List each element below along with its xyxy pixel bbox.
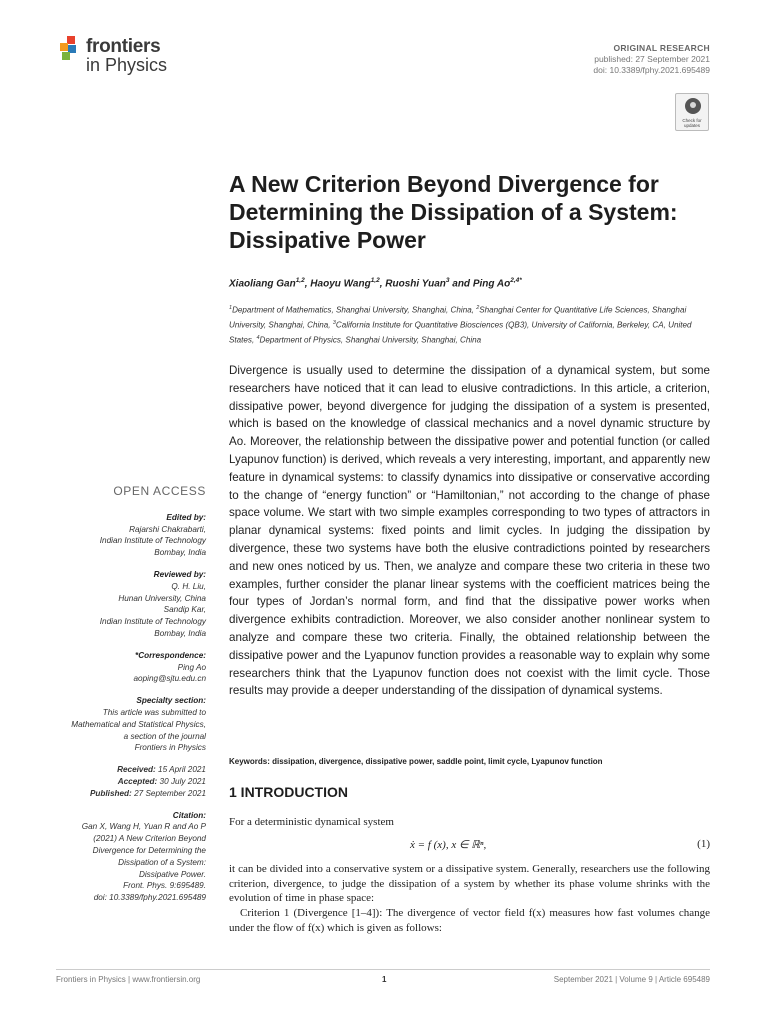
footer-issue: September 2021 | Volume 9 | Article 695489 — [553, 975, 710, 984]
citation-line: Gan X, Wang H, Yuan R and Ao P — [81, 822, 206, 832]
affil-number: 3 — [332, 320, 336, 327]
open-access-label: OPEN ACCESS — [113, 484, 206, 498]
intro-paragraph: Criterion 1 (Divergence [1–4]): The divergence of vector field f(x) measures how fast volumes change under the flow of f(x) which is given as follows: — [229, 907, 710, 934]
affil-text: Department of Mathematics, Shanghai University, Shanghai, China, — [232, 305, 477, 315]
check-updates-label: Check for updates — [682, 118, 702, 128]
citation-line: Dissipation of a System: — [118, 857, 206, 867]
article-doi[interactable]: doi: 10.3389/fphy.2021.695489 — [593, 65, 710, 75]
specialty-label: Specialty section: — [136, 696, 206, 706]
keywords-text: dissipation, divergence, dissipative power, saddle point, limit cycle, Lyapunov function — [272, 757, 603, 766]
footer-journal-link[interactable]: Frontiers in Physics | www.frontiersin.org — [56, 975, 201, 984]
affil-text: Department of Physics, Shanghai University, Shanghai, China — [259, 336, 482, 346]
accepted-value: 30 July 2021 — [157, 776, 206, 786]
article-sidebar — [56, 486, 206, 914]
specialty-line: Mathematical and Statistical Physics, — [71, 719, 206, 729]
reviewer-line: Hunan University, China — [118, 593, 206, 603]
intro-paragraph: it can be divided into a conservative system or a dissipative system. Generally, researchers use the following criterion, divergence, to judge the dissipation of a system by whether its phase volume shrinks with the evolution of time in phase space: — [229, 863, 710, 904]
page-footer — [56, 969, 710, 984]
citation-line: Front. Phys. 9:695489. — [123, 881, 206, 891]
correspondence-label: *Correspondence: — [135, 650, 206, 660]
correspondence-name: Ping Ao — [177, 662, 206, 672]
affil-text: Shanghai Center for Quantitative Life Sciences, Shanghai University, Shanghai, China, — [229, 305, 687, 330]
equation-number: (1) — [697, 838, 710, 850]
author-separator: , — [379, 278, 386, 290]
citation-line: Dissipative Power. — [138, 869, 206, 879]
article-meta — [593, 43, 710, 76]
affil-number: 1 — [229, 305, 233, 311]
affiliations — [229, 302, 714, 348]
author-name[interactable]: Ping Ao — [472, 278, 511, 290]
citation-block — [56, 810, 206, 904]
published-date: published: 27 September 2021 — [594, 54, 710, 64]
affil-number: 4 — [256, 335, 260, 342]
journal-logo[interactable] — [58, 34, 178, 80]
page-number: 1 — [382, 975, 387, 984]
citation-doi[interactable]: doi: 10.3389/fphy.2021.695489 — [93, 893, 206, 903]
section-heading: 1 INTRODUCTION — [229, 784, 348, 800]
abstract: Divergence is usually used to determine the dissipation of a dynamical system, but some researchers have noticed that it can lead to elusive contradictions. In this article, a criterion, dissipative power, beyond divergence for judging the dissipation of a system is presented, which is based on the knowledge of classical mechanics and a novel dynamic structure by Ao. Moreover, the relationship between the dissipative power and potential function (or called Lyapunov function) is derived, which reveals a very interesting, important, and apparently new feature in dynamical systems: to classify dynamics into dissipative or conservative according to the change of “energy function” or “Hamiltonian,” not according to the change of phase space volume. We start with two simple examples corresponding to two types of attractors in planar dynamical systems: fixed points and limit cycles. In judging the dissipation by divergence, these two systems have both the elusive contradictions pointed by researchers and new ones noticed by us. Then, we analyze and compare these two criteria in these two examples, further consider the planar linear systems with the coefficient matrices being the four types of Jordan’s normal form, and find that the dissipative power works when divergence exhibits contradiction. Moreover, we also consider another nonlinear system to analyze and compare these two criteria. Finally, the obtained relationship between the dissipative power and the Lyapunov function provides a reasonable way to explain why some researchers think that the Lyapunov function does not coexist with the limit cycle. Those results may provide a deeper understanding of the dissipation of dynamical systems. — [229, 364, 710, 698]
citation-label: Citation: — [172, 810, 206, 820]
author-separator: , — [304, 278, 311, 290]
edited-by-block — [56, 512, 206, 559]
author-name[interactable]: Haoyu Wang — [310, 278, 371, 290]
correspondence-email[interactable]: aoping@sjtu.edu.cn — [133, 674, 206, 684]
intro-paragraph: For a deterministic dynamical system — [229, 816, 394, 828]
editor-line: Rajarshi Chakrabarti, — [129, 524, 206, 534]
frontiers-logo-icon — [58, 34, 84, 62]
author-list — [229, 277, 522, 289]
editor-line: Bombay, India — [154, 548, 206, 558]
dates-block — [56, 764, 206, 799]
keywords — [229, 757, 603, 766]
author-affil: 2,4* — [510, 277, 522, 284]
author-affil: 3 — [445, 277, 450, 284]
author-affil: 1,2 — [295, 277, 305, 284]
accepted-date — [56, 776, 206, 788]
specialty-block — [56, 695, 206, 754]
brand-journal: in Physics — [86, 55, 168, 75]
correspondence-block — [56, 650, 206, 685]
check-updates-icon — [685, 98, 701, 114]
article-title: A New Criterion Beyond Divergence for Determining the Dissipation of a System: Dissipative Power — [229, 171, 678, 253]
published-value: 27 September 2021 — [131, 788, 206, 798]
reviewed-by-label: Reviewed by: — [153, 569, 206, 579]
specialty-line: Frontiers in Physics — [134, 743, 206, 753]
reviewer-line: Q. H. Liu, — [171, 581, 206, 591]
author-separator: and — [449, 278, 473, 290]
equation-body: ẋ = f (x), x ∈ ℝⁿ, — [410, 839, 487, 851]
brand-name: frontiers — [86, 36, 161, 57]
received-label: Received: — [117, 765, 156, 775]
accepted-label: Accepted: — [117, 776, 158, 786]
equation-1 — [229, 838, 710, 854]
reviewer-line: Sandip Kar, — [163, 605, 206, 615]
citation-line: Divergence for Determining the — [92, 845, 206, 855]
reviewed-by-block — [56, 569, 206, 640]
editor-line: Indian Institute of Technology — [99, 536, 206, 546]
author-affil: 1,2 — [370, 277, 380, 284]
article-type: ORIGINAL RESEARCH — [613, 43, 710, 53]
reviewer-line: Bombay, India — [154, 628, 206, 638]
published-date-sidebar — [56, 788, 206, 800]
specialty-line: a section of the journal — [123, 731, 206, 741]
received-value: 15 April 2021 — [155, 765, 206, 775]
specialty-line: This article was submitted to — [102, 707, 206, 717]
affil-number: 2 — [476, 305, 480, 311]
check-for-updates-button[interactable] — [675, 93, 709, 131]
published-label: Published: — [89, 788, 132, 798]
edited-by-label: Edited by: — [166, 512, 206, 522]
author-name[interactable]: Xiaoliang Gan — [229, 278, 296, 290]
keywords-label: Keywords: — [229, 757, 273, 766]
citation-line: (2021) A New Criterion Beyond — [93, 834, 206, 844]
affil-text: California Institute for Quantitative Biosciences (QB3), University of California, Berkeley, CA, United States, — [229, 320, 692, 346]
received-date — [56, 764, 206, 776]
reviewer-line: Indian Institute of Technology — [99, 617, 206, 627]
author-name[interactable]: Ruoshi Yuan — [385, 278, 446, 290]
